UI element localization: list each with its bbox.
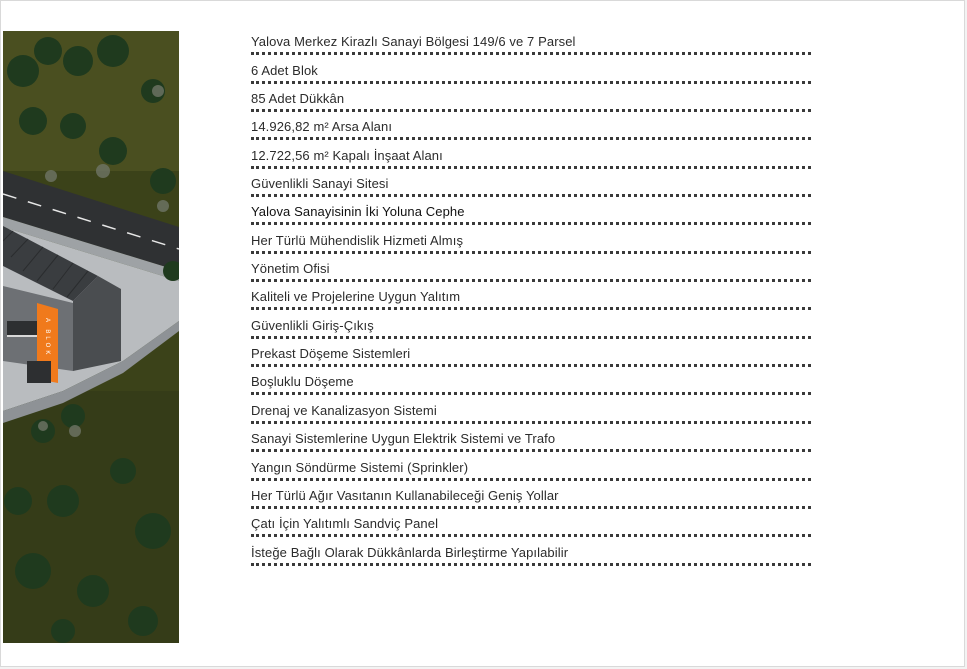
feature-item: 12.722,56 m² Kapalı İnşaat Alanı [251, 140, 811, 168]
feature-item: Drenaj ve Kanalizasyon Sistemi [251, 395, 811, 423]
feature-item: Yangın Söndürme Sistemi (Sprinkler) [251, 452, 811, 480]
feature-item: Çatı İçin Yalıtımlı Sandviç Panel [251, 509, 811, 537]
feature-list [251, 27, 811, 566]
feature-item: Her Türlü Mühendislik Hizmeti Almış [251, 225, 811, 253]
block-sign: A BLOK [44, 318, 50, 358]
feature-item: Prekast Döşeme Sistemleri [251, 339, 811, 367]
feature-item: Kaliteli ve Projelerine Uygun Yalıtım [251, 282, 811, 310]
feature-item: Yalova Sanayisinin İki Yoluna Cephe [251, 197, 811, 225]
feature-item: Her Türlü Ağır Vasıtanın Kullanabileceği Geniş Yollar [251, 481, 811, 509]
feature-item: Güvenlikli Sanayi Sitesi [251, 169, 811, 197]
feature-item: 14.926,82 m² Arsa Alanı [251, 112, 811, 140]
feature-item: Güvenlikli Giriş-Çıkış [251, 310, 811, 338]
feature-item: Boşluklu Döşeme [251, 367, 811, 395]
feature-item: Yalova Merkez Kirazlı Sanayi Bölgesi 149/6 ve 7 Parsel [251, 27, 811, 55]
feature-item: 85 Adet Dükkân [251, 84, 811, 112]
feature-item: Sanayi Sistemlerine Uygun Elektrik Sistemi ve Trafo [251, 424, 811, 452]
feature-item: 6 Adet Blok [251, 55, 811, 83]
feature-item: Yönetim Ofisi [251, 254, 811, 282]
aerial-render-image [3, 31, 179, 643]
feature-item: İsteğe Bağlı Olarak Dükkânlarda Birleştirme Yapılabilir [251, 537, 811, 565]
